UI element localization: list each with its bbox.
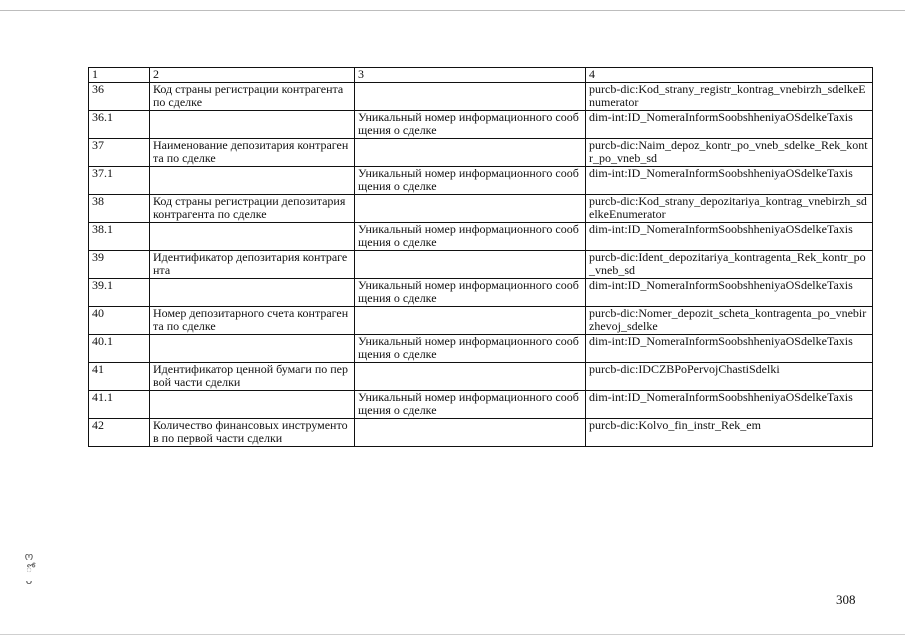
row-description-cell bbox=[355, 306, 586, 334]
row-number-cell: 37.1 bbox=[89, 166, 150, 194]
row-description-cell bbox=[355, 138, 586, 166]
row-code-cell: dim-int:ID_NomeraInformSoobshheniyaOSdelkeTaxis bbox=[586, 278, 873, 306]
row-name-cell: Код страны регистрации депозитария контрагента по сделке bbox=[150, 194, 355, 222]
row-name-cell: Наименование депозитария контрагента по сделке bbox=[150, 138, 355, 166]
row-number-cell: 36 bbox=[89, 82, 150, 110]
table-row bbox=[89, 110, 873, 138]
row-name-cell bbox=[150, 278, 355, 306]
table-row bbox=[89, 166, 873, 194]
row-code-cell: dim-int:ID_NomeraInformSoobshheniyaOSdelkeTaxis bbox=[586, 334, 873, 362]
row-number-cell: 37 bbox=[89, 138, 150, 166]
table-row bbox=[89, 390, 873, 418]
row-number-cell: 41.1 bbox=[89, 390, 150, 418]
header-col-1: 1 bbox=[89, 68, 150, 83]
row-number-cell: 42 bbox=[89, 418, 150, 446]
table-row bbox=[89, 222, 873, 250]
row-number-cell: 39.1 bbox=[89, 278, 150, 306]
row-code-cell: purcb-dic:Naim_depoz_kontr_po_vneb_sdelke_Rek_kontr_po_vneb_sd bbox=[586, 138, 873, 166]
row-name-cell bbox=[150, 334, 355, 362]
row-number-cell: 41 bbox=[89, 362, 150, 390]
row-code-cell: dim-int:ID_NomeraInformSoobshheniyaOSdelkeTaxis bbox=[586, 390, 873, 418]
row-description-cell: Уникальный номер информационного сообщения о сделке bbox=[355, 278, 586, 306]
row-name-cell: Количество финансовых инструментов по первой части сделки bbox=[150, 418, 355, 446]
row-name-cell: Номер депозитарного счета контрагента по сделке bbox=[150, 306, 355, 334]
row-number-cell: 38.1 bbox=[89, 222, 150, 250]
row-description-cell: Уникальный номер информационного сообщения о сделке bbox=[355, 334, 586, 362]
margin-mark-glyph: ᴗ bbox=[25, 574, 33, 587]
scan-top-edge bbox=[0, 10, 905, 11]
row-number-cell: 40.1 bbox=[89, 334, 150, 362]
table-row bbox=[89, 250, 873, 278]
row-description-cell bbox=[355, 250, 586, 278]
row-name-cell: Идентификатор депозитария контрагента bbox=[150, 250, 355, 278]
row-number-cell: 36.1 bbox=[89, 110, 150, 138]
header-col-4: 4 bbox=[586, 68, 873, 83]
row-name-cell bbox=[150, 166, 355, 194]
row-code-cell: dim-int:ID_NomeraInformSoobshheniyaOSdelkeTaxis bbox=[586, 110, 873, 138]
table-row bbox=[89, 418, 873, 446]
header-col-3: 3 bbox=[355, 68, 586, 83]
row-description-cell: Уникальный номер информационного сообщения о сделке bbox=[355, 222, 586, 250]
data-table bbox=[88, 67, 873, 447]
table-row bbox=[89, 306, 873, 334]
table-row bbox=[89, 194, 873, 222]
row-code-cell: purcb-dic:IDCZBPoPervojChastiSdelki bbox=[586, 362, 873, 390]
row-description-cell bbox=[355, 82, 586, 110]
scan-bottom-edge bbox=[0, 634, 905, 635]
row-number-cell: 39 bbox=[89, 250, 150, 278]
row-code-cell: purcb-dic:Kod_strany_registr_kontrag_vnebirzh_sdelkeEnumerator bbox=[586, 82, 873, 110]
row-description-cell bbox=[355, 194, 586, 222]
row-description-cell: Уникальный номер информационного сообщения о сделке bbox=[355, 166, 586, 194]
row-description-cell: Уникальный номер информационного сообщения о сделке bbox=[355, 390, 586, 418]
row-code-cell: purcb-dic:Nomer_depozit_scheta_kontragenta_po_vnebirzhevoj_sdelke bbox=[586, 306, 873, 334]
row-name-cell bbox=[150, 390, 355, 418]
margin-mark-glyph: ო bbox=[24, 550, 34, 563]
page-number: 308 bbox=[836, 592, 856, 607]
data-table-body bbox=[89, 68, 873, 447]
row-description-cell bbox=[355, 418, 586, 446]
row-name-cell: Идентификатор ценной бумаги по первой части сделки bbox=[150, 362, 355, 390]
row-number-cell: 38 bbox=[89, 194, 150, 222]
header-col-2: 2 bbox=[150, 68, 355, 83]
row-description-cell bbox=[355, 362, 586, 390]
table-row bbox=[89, 334, 873, 362]
row-name-cell: Код страны регистрации контрагента по сделке bbox=[150, 82, 355, 110]
margin-mark-glyph: ో bbox=[25, 562, 33, 575]
row-code-cell: purcb-dic:Kod_strany_depozitariya_kontrag_vnebirzh_sdelkeEnumerator bbox=[586, 194, 873, 222]
table-row bbox=[89, 138, 873, 166]
row-code-cell: purcb-dic:Kolvo_fin_instr_Rek_em bbox=[586, 418, 873, 446]
row-code-cell: dim-int:ID_NomeraInformSoobshheniyaOSdelkeTaxis bbox=[586, 166, 873, 194]
margin-mark bbox=[22, 551, 36, 587]
table-row bbox=[89, 362, 873, 390]
row-name-cell bbox=[150, 222, 355, 250]
row-name-cell bbox=[150, 110, 355, 138]
row-description-cell: Уникальный номер информационного сообщения о сделке bbox=[355, 110, 586, 138]
row-code-cell: dim-int:ID_NomeraInformSoobshheniyaOSdelkeTaxis bbox=[586, 222, 873, 250]
row-code-cell: purcb-dic:Ident_depozitariya_kontragenta_Rek_kontr_po_vneb_sd bbox=[586, 250, 873, 278]
table-row bbox=[89, 278, 873, 306]
table-row bbox=[89, 82, 873, 110]
row-number-cell: 40 bbox=[89, 306, 150, 334]
table-header-row bbox=[89, 68, 873, 83]
